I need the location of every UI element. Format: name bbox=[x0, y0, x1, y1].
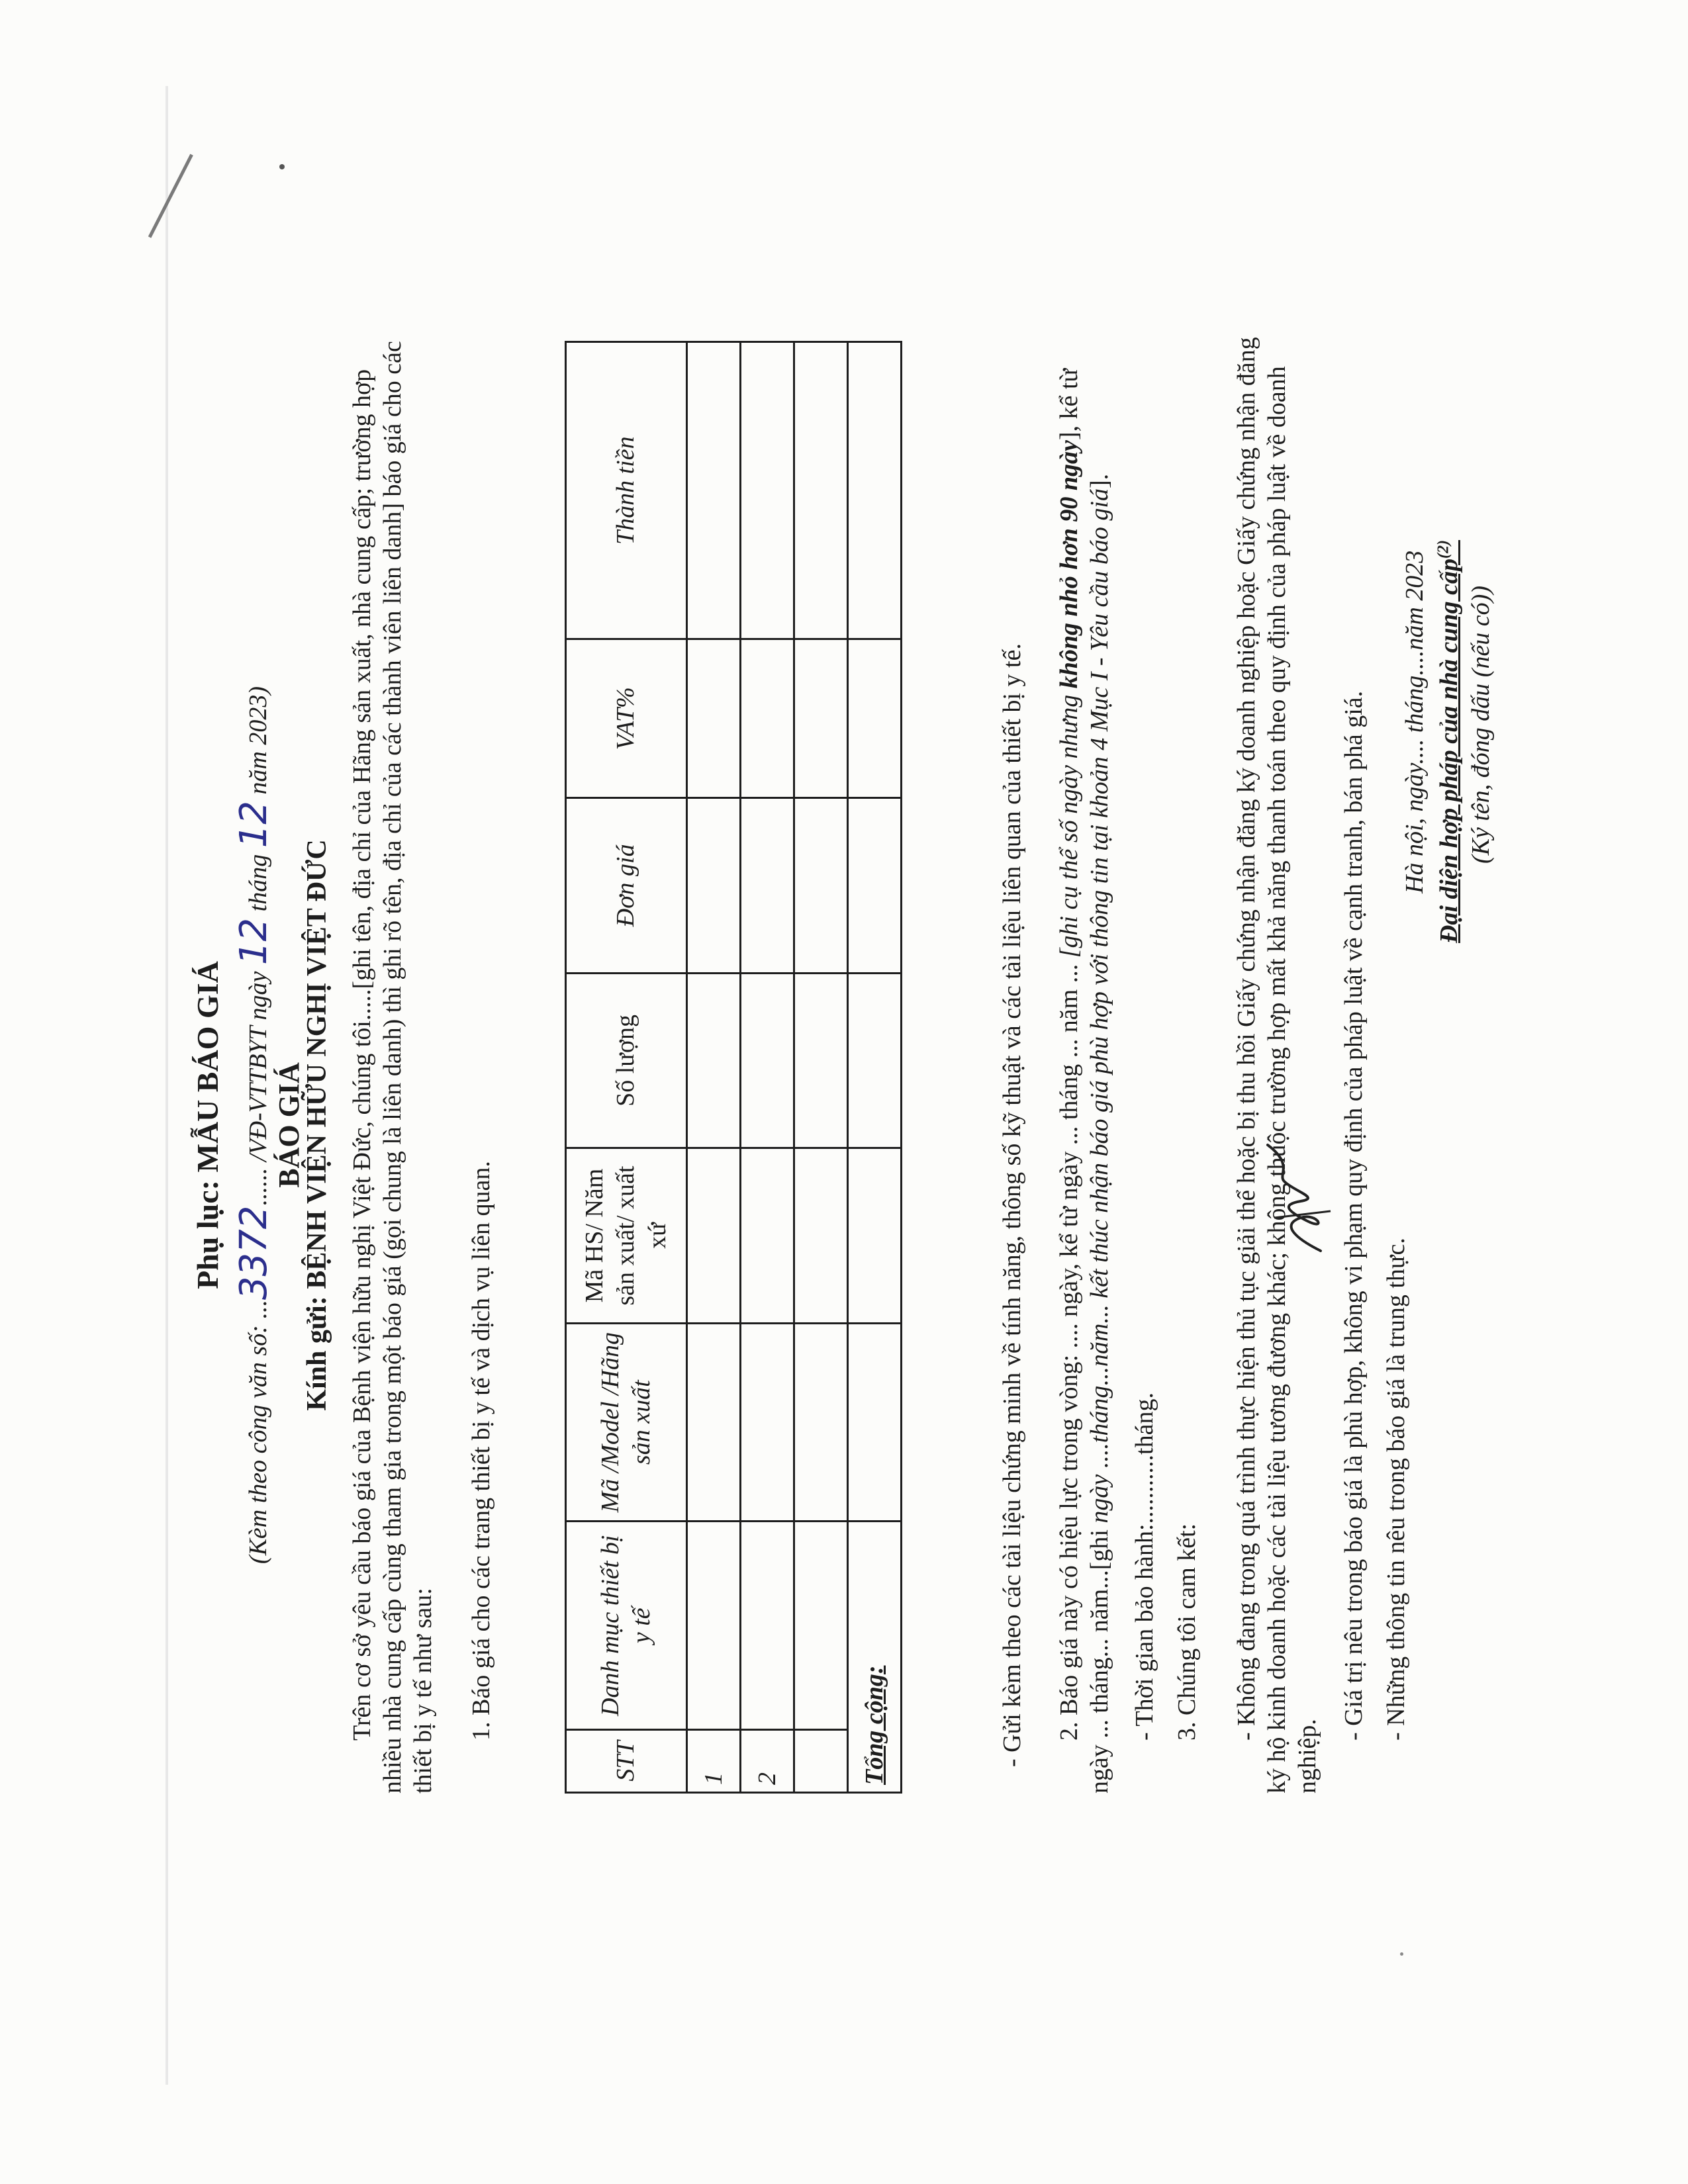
table-cell bbox=[741, 1148, 794, 1324]
col-header-amount: Thành tiền bbox=[566, 342, 687, 639]
section-1-heading: 1. Báo giá cho các trang thiết bị y tế và dịch vụ liên quan. bbox=[467, 1161, 495, 1741]
table-row bbox=[794, 342, 848, 1793]
attach-docs-note: - Gửi kèm theo các tài liệu chứng minh về tính năng, thông số kỹ thuật và các tài liệu liên quan của thiết bị y tế. bbox=[998, 643, 1026, 1767]
representative-title: Đại diện hợp pháp của nhà cung cấp$^{(2)}$ bbox=[1434, 540, 1463, 943]
table-cell bbox=[741, 342, 794, 639]
table-cell bbox=[687, 1323, 741, 1522]
table-cell bbox=[687, 342, 741, 639]
col-header-device: Danh mục thiết bị y tế bbox=[566, 1522, 687, 1730]
table-cell bbox=[687, 798, 741, 974]
col-header-model: Mã /Model /Hãng sản xuất bbox=[566, 1323, 687, 1522]
signature-scribble bbox=[1254, 1138, 1340, 1257]
commitment-2: - Giá trị nêu trong báo giá là phù hợp, không vi phạm quy định của pháp luật về cạnh tranh, bán phá giá. bbox=[1340, 690, 1368, 1741]
intro-line-3: thiết bị y tế như sau: bbox=[409, 1588, 437, 1794]
col-header-unit-price: Đơn giá bbox=[566, 798, 687, 974]
table-cell bbox=[741, 639, 794, 798]
commitment-heading: 3. Chúng tôi cam kết: bbox=[1173, 1523, 1201, 1741]
handwritten-month: 12 bbox=[232, 801, 275, 848]
scan-edge bbox=[165, 86, 168, 2085]
table-cell bbox=[741, 1522, 794, 1730]
appendix-title: Phụ lục: MẪU BÁO GIÁ bbox=[191, 961, 224, 1289]
col-header-stt: STT bbox=[566, 1730, 687, 1793]
table-cell bbox=[687, 639, 741, 798]
handwritten-doc-number: 3372 bbox=[232, 1205, 275, 1300]
col-header-vat: VAT% bbox=[566, 639, 687, 798]
handwritten-day: 12 bbox=[232, 917, 275, 966]
commitment-1-line-1: - Không đang trong quá trình thực hiện thủ tục giải thể hoặc bị thu hồi Giấy chứng nhận đăng ký doanh nghiệp hoặc Giấy chứng nhận đăng bbox=[1233, 337, 1260, 1741]
table-cell bbox=[848, 342, 902, 639]
intro-line-2: nhiều nhà cung cấp cùng tham gia trong một báo giá (gọi chung là liên danh) thì ghi rõ tên, địa chỉ của các thành viên liên danh] báo giá cho các bbox=[379, 341, 406, 1794]
table-cell bbox=[794, 798, 848, 974]
table-row bbox=[741, 342, 794, 1793]
validity-line-2: ngày ... tháng... năm...[ghi ngày ....tháng...năm... kết thúc nhận báo giá phù hợp với thông tin tại khoản 4 Mục I - Yêu cầu báo giá]. bbox=[1086, 473, 1113, 1794]
recipient: Kính gửi: BỆNH VIỆN HỮU NGHỊ VIỆT ĐỨC bbox=[302, 839, 332, 1411]
col-header-hs-code: Mã HS/ Năm sản xuất/ xuất xứ bbox=[566, 1148, 687, 1324]
quotation-table bbox=[565, 341, 902, 1794]
table-cell bbox=[794, 342, 848, 639]
table-cell bbox=[848, 798, 902, 974]
table-cell bbox=[741, 1323, 794, 1522]
table-cell-stt: 2 bbox=[741, 1730, 794, 1793]
rotated-document bbox=[182, 113, 1506, 2138]
commitment-3: - Những thông tin nêu trong báo giá là trung thực. bbox=[1382, 1238, 1410, 1741]
commitment-1-line-2: ký hộ kinh doanh hoặc các tài liệu tương đương khác; không thuộc trường hợp mất khả năng thanh toán theo quy định của pháp luật về doanh bbox=[1263, 366, 1291, 1794]
table-cell bbox=[794, 1148, 848, 1324]
table-cell bbox=[848, 1323, 902, 1522]
table-cell-stt bbox=[794, 1730, 848, 1793]
warranty-line: - Thời gian bảo hành:...........tháng. bbox=[1131, 1392, 1158, 1741]
validity-line-1: 2. Báo giá này có hiệu lực trong vòng: .... ngày, kể từ ngày ... tháng ... năm ... [ghi cụ thể số ngày nhưng không nhỏ hơn 90 ngày], kể từ bbox=[1055, 368, 1083, 1741]
table-cell bbox=[741, 798, 794, 974]
table-cell bbox=[741, 973, 794, 1148]
col-header-quantity: Số lượng bbox=[566, 973, 687, 1148]
place-date: Hà nội, ngày.... tháng....năm 2023 bbox=[1401, 550, 1429, 893]
table-header-row bbox=[566, 342, 687, 1793]
table-cell bbox=[848, 973, 902, 1148]
table-cell bbox=[794, 973, 848, 1148]
representative-note: (Ký tên, đóng dấu (nếu có)) bbox=[1467, 586, 1495, 864]
page-title: BÁO GIÁ bbox=[273, 1062, 305, 1188]
table-cell bbox=[794, 639, 848, 798]
table-cell bbox=[794, 1323, 848, 1522]
table-cell bbox=[794, 1522, 848, 1730]
table-cell bbox=[848, 639, 902, 798]
table-total-row bbox=[848, 342, 902, 1793]
total-label: Tổng cộng: bbox=[848, 1522, 902, 1793]
intro-line-1: Trên cơ sở yêu cầu báo giá của Bệnh viện hữu nghị Việt Đức, chúng tôi.....[ghi tên, địa chỉ của Hãng sản xuất, nhà cung cấp; trường hợp bbox=[348, 369, 376, 1741]
table-cell-stt: 1 bbox=[687, 1730, 741, 1793]
table-cell bbox=[687, 1148, 741, 1324]
attachment-line: (Kèm theo công văn số: ...3372...... /VĐ-VTTBYT ngày 12 tháng 12 năm 2023) bbox=[232, 686, 275, 1565]
table-cell bbox=[687, 973, 741, 1148]
table-cell bbox=[687, 1522, 741, 1730]
table-cell bbox=[848, 1148, 902, 1324]
table-row bbox=[687, 342, 741, 1793]
commitment-1-line-3: nghiệp. bbox=[1293, 1719, 1321, 1794]
